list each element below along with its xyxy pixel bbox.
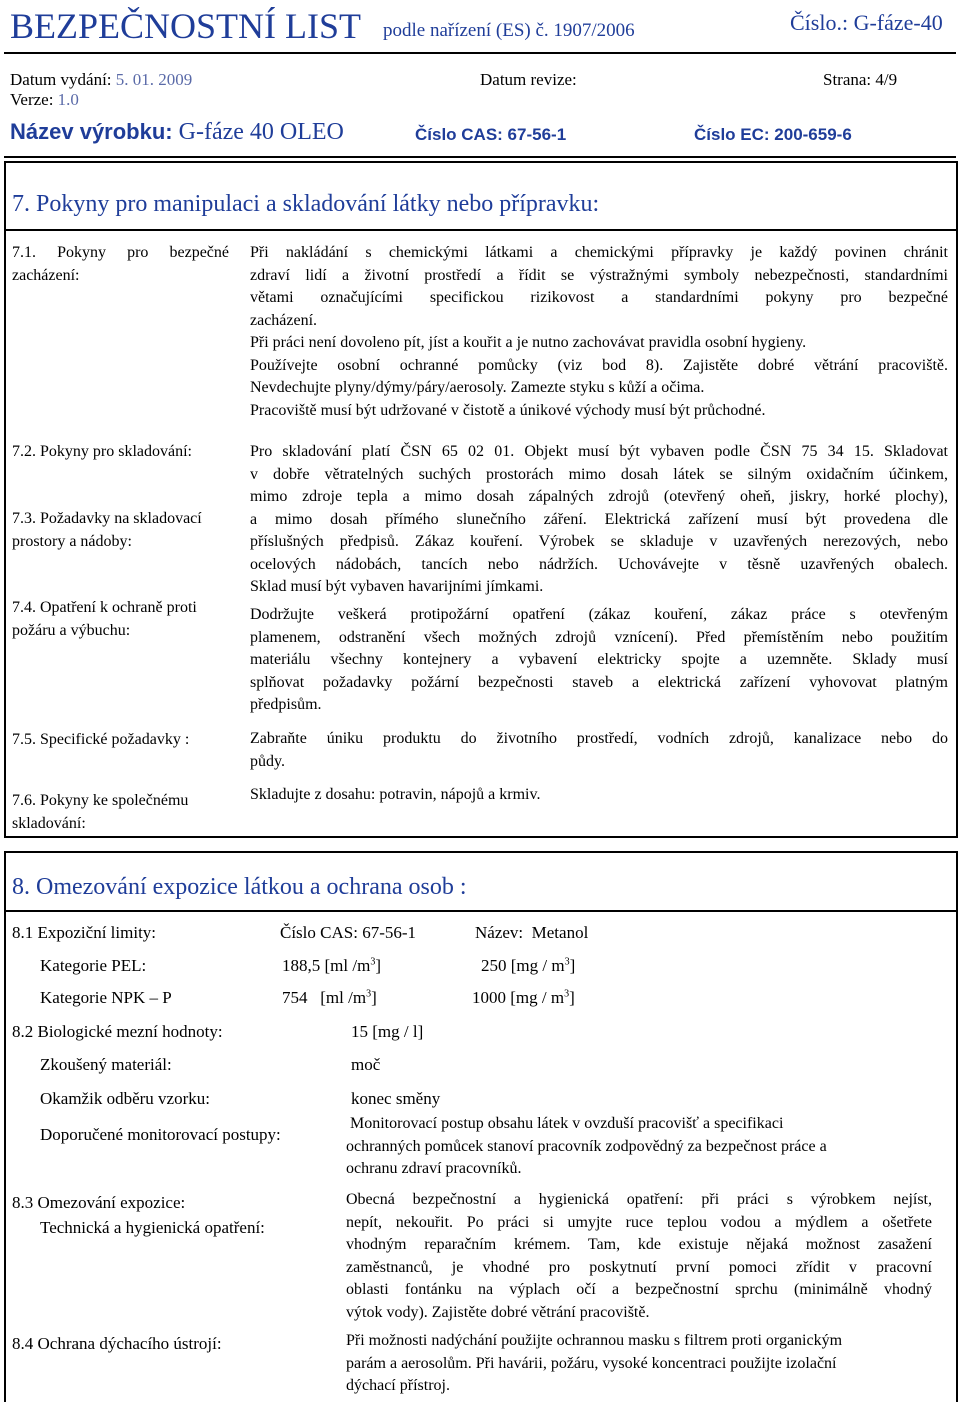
limit-ml-number: 188,5	[282, 956, 321, 975]
paragraph-line: vhodným reparačním krémem. Tam, kde existuje nějaká možnost zasažení	[346, 1236, 932, 1253]
section-7-2-label: 7.2. Pokyny pro skladování:	[12, 443, 192, 460]
version-value: 1.0	[57, 90, 79, 109]
limit-mg-number: 1000	[472, 988, 506, 1007]
biological-limits-label: 8.2 Biologické mezní hodnoty:	[12, 1022, 223, 1041]
limit-mg-number: 250	[481, 956, 507, 975]
monitoring-label: Doporučené monitorovací postupy:	[40, 1125, 281, 1144]
paragraph-line: výtok vody). Zajistěte dobré větrání pracoviště.	[346, 1303, 650, 1321]
section-7-1-label	[12, 242, 229, 287]
section-8-heading: 8. Omezování expozice látkou a ochrana osob :	[12, 874, 467, 900]
paragraph-line: splňovat požadavky požární bezpečnosti staveb a elektrická zařízení vyhovovat platným	[250, 673, 948, 691]
paragraph-line: v dobře větratelných suchých prostorách mimo dosah látek se silným oxidačním účinkem,	[250, 465, 948, 483]
paragraph-line: Při práci není dovoleno pít, jíst a kouřit a je nutno zachovávat pravidla osobní hygieny.	[250, 334, 807, 351]
section-7-1-label-line-1-wrap	[12, 242, 229, 265]
regulation-reference: podle nařízení (ES) č. 1907/2006	[383, 20, 635, 41]
page-indicator-label: Strana:	[823, 70, 872, 89]
limit-row-mg-value	[481, 955, 575, 977]
section-7-4-label	[12, 597, 197, 642]
paragraph-line: Pracoviště musí být udržované v čistotě a únikové východy musí být průchodné.	[250, 401, 766, 419]
section-7-1-text	[250, 242, 948, 422]
limit-mg-close: ]	[569, 956, 576, 975]
product-name-value: G-fáze 40 OLEO	[178, 119, 344, 145]
paragraph-line: zacházení.	[250, 311, 318, 329]
paragraph-line: zdraví lidí a životní prostředí a řídit se výstražnými symboly nebezpečnosti, standardními	[250, 266, 948, 284]
limit-ml-exponent: 3	[366, 988, 372, 1000]
limit-row-mg-value	[472, 987, 575, 1009]
document-title: BEZPEČNOSTNÍ LIST	[10, 6, 361, 46]
limit-ml-unit: [ml /m	[320, 988, 367, 1007]
paragraph-line: Dodržujte veškerá protipožární opatření (zákaz kouření, zákaz práce s otevřeným	[250, 606, 948, 623]
respiratory-protection-text	[346, 1330, 946, 1398]
section-7-6-label-line: 7.6. Pokyny ke společnému	[12, 792, 189, 809]
paragraph-line: ochranu zdraví pracovníků.	[346, 1160, 522, 1177]
paragraph-line: Při možnosti nadýchání použijte ochrannou masku s filtrem proti organickým	[346, 1332, 843, 1349]
tested-material-value: moč	[351, 1055, 381, 1074]
limit-ml-unit: [ml /m	[324, 956, 371, 975]
ec-number: Číslo EC: 200-659-6	[694, 125, 852, 144]
issue-date	[10, 69, 192, 91]
paragraph-line: nepít, nekouřit. Po práci si umyjte ruce teplou vodou a mýdlem a ošetřete	[346, 1213, 932, 1231]
paragraph-line: Při nakládání s chemickými látkami a chemickými přípravky je každý povinen chránit	[250, 244, 948, 261]
section-7-1-label-line: zacházení:	[12, 266, 80, 284]
document-number	[790, 9, 943, 37]
paragraph-line: mimo zdroje tepla a mimo dosah zápalných zdrojů (otevřený oheň, jiskry, horké plochy),	[250, 488, 948, 505]
issue-date-value: 5. 01. 2009	[115, 70, 193, 89]
paragraph-line: ocelových nádobách, tancích nebo nádržích. Uchovávejte v těsně uzavřených obalech.	[250, 555, 948, 573]
product-name	[10, 117, 344, 147]
limit-mg-exponent: 3	[564, 988, 570, 1000]
paragraph-line: plamenem, odstranění všech možných zdrojů vznícení). Před přemístěním nebo použitím	[250, 628, 948, 646]
section-8-heading-divider	[4, 910, 956, 912]
limit-mg-unit: [mg / m	[510, 988, 565, 1007]
substance-name-label: Název:	[475, 923, 524, 942]
section-7-heading: 7. Pokyny pro manipulaci a skladování látky nebo přípravku:	[12, 191, 600, 217]
limit-row-ml-value	[282, 987, 377, 1009]
paragraph-line: materiálu všechny kontejnery a vybavení elektricky spojte a uzemněte. Sklady musí	[250, 651, 948, 668]
document-number-value: G-fáze-40	[853, 10, 943, 35]
section-7-5-label: 7.5. Specifické požadavky :	[12, 731, 190, 748]
limit-ml-exponent: 3	[370, 956, 376, 968]
section-7-6-label-line: skladování:	[12, 814, 86, 832]
section-7-3-label-line: 7.3. Požadavky na skladovací	[12, 510, 202, 527]
limit-mg-unit: [mg / m	[510, 956, 565, 975]
exposure-limits-cas: Číslo CAS: 67-56-1	[280, 923, 417, 942]
page-indicator	[823, 69, 897, 91]
product-name-label: Název výrobku:	[10, 119, 173, 144]
issue-date-label: Datum vydání:	[10, 70, 112, 89]
section-7-6-text: Skladujte z dosahu: potravin, nápojů a krmiv.	[250, 786, 541, 803]
exposure-control-text	[346, 1189, 932, 1324]
section-7-2-3-text	[250, 441, 948, 599]
limit-mg-close: ]	[569, 988, 575, 1007]
paragraph-line: Obecná bezpečnostní a hygienická opatření: při práci s výrobkem nejíst,	[346, 1191, 932, 1208]
section-7-6-label	[12, 790, 188, 835]
exposure-control-label: 8.3 Omezování expozice:	[12, 1193, 186, 1212]
sampling-time-value: konec směny	[351, 1089, 441, 1108]
paragraph-line: zaměstnanců, je vhodné pro poskytnutí první pomoci zřídit v pracovní	[346, 1258, 932, 1276]
section-7-4-label-line: 7.4. Opatření k ochraně proti	[12, 599, 197, 616]
paragraph-line: Sklad musí být vybaven havarijními jímkami.	[250, 578, 544, 595]
paragraph-line: Monitorovací postup obsahu látek v ovzduší pracovišť a specifikaci	[350, 1115, 784, 1132]
tested-material-label: Zkoušený materiál:	[40, 1055, 172, 1074]
limit-row-label: Kategorie PEL:	[40, 956, 147, 975]
paragraph-line: Používejte osobní ochranné pomůcky (viz bod 8). Zajistěte dobré větrání pracoviště.	[250, 356, 948, 374]
limit-ml-close: ]	[371, 988, 377, 1007]
limit-mg-exponent: 3	[564, 956, 570, 968]
paragraph-line: Nevdechujte plyny/dýmy/páry/aerosoly. Zamezte styku s kůží a očima.	[250, 379, 705, 396]
section-7-1-label-line: 7.1. Pokyny pro bezpečné	[12, 244, 229, 261]
paragraph-line: Pro skladování platí ČSN 65 02 01. Objekt musí být vybaven podle ČSN 75 34 15. Skladovat	[250, 443, 948, 460]
revision-date: Datum revize:	[480, 70, 577, 89]
exposure-limits-label: 8.1 Expoziční limity:	[12, 923, 157, 942]
limit-ml-number: 754	[282, 988, 308, 1007]
paragraph-line: Zabraňte úniku produktu do životního prostředí, vodních zdrojů, kanalizace nebo do	[250, 730, 948, 747]
version-label: Verze:	[10, 90, 54, 109]
paragraph-line: půdy.	[250, 752, 285, 770]
cas-number: Číslo CAS: 67-56-1	[415, 125, 567, 144]
paragraph-line: a mimo dosah přímého slunečního záření. Elektrická zařízení musí být provedena dle	[250, 510, 948, 528]
paragraph-line: oblasti fontánku na výplach očí a bezpečnostní sprchu (minimálně vhodný	[346, 1281, 932, 1298]
section-7-3-label	[12, 508, 202, 553]
paragraph-line: parám a aerosolům. Při havárii, požáru, vysoké koncentraci použijte izolační	[346, 1354, 837, 1372]
limit-ml-close: ]	[375, 956, 381, 975]
section-7-heading-divider	[4, 229, 956, 231]
section-7-4-text	[250, 604, 948, 717]
paragraph-line: předpisům.	[250, 696, 322, 713]
limit-row-label: Kategorie NPK – P	[40, 988, 172, 1007]
sampling-time-label: Okamžik odběru vzorku:	[40, 1089, 210, 1108]
paragraph-line: příslušných předpisů. Zákaz kouření. Výrobek se skladuje v uzavřených nerezových, nebo	[250, 533, 948, 550]
paragraph-line: dýchací přístroj.	[346, 1377, 450, 1394]
respiratory-protection-label: 8.4 Ochrana dýchacího ústrojí:	[12, 1334, 222, 1353]
header-divider	[4, 52, 956, 54]
technical-measures-label: Technická a hygienická opatření:	[40, 1218, 265, 1237]
section-7-4-label-line: požáru a výbuchu:	[12, 621, 131, 639]
substance-name-value: Metanol	[531, 923, 589, 942]
monitoring-text	[346, 1113, 936, 1181]
document-number-label: Číslo.:	[790, 10, 849, 35]
page-indicator-value: 4/9	[875, 70, 898, 89]
section-7-3-label-line: prostory a nádoby:	[12, 532, 132, 550]
version	[10, 89, 79, 111]
header-bottom-divider	[4, 156, 956, 158]
paragraph-line: větami označujícími specifickou rizikovost a standardními pokyny pro bezpečné	[250, 289, 948, 306]
substance-name	[475, 922, 588, 944]
paragraph-line: ochranných pomůcek stanoví pracovník zodpovědný za bezpečnost práce a	[346, 1137, 827, 1155]
limit-row-ml-value	[282, 955, 381, 977]
section-7-5-text	[250, 728, 948, 773]
biological-limits-value: 15 [mg / l]	[351, 1022, 424, 1041]
